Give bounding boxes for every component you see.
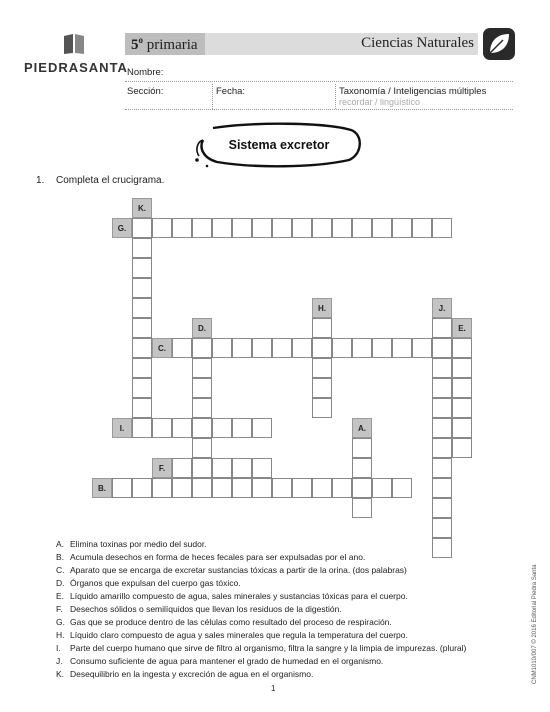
clue-text: Acumula desechos en forma de heces fecales para ser expulsadas por el ano. [70, 552, 366, 562]
clue-key: K. [56, 669, 65, 679]
crossword-cell[interactable] [132, 418, 152, 438]
crossword-cell[interactable] [292, 338, 312, 358]
subject-title: Ciencias Naturales [361, 35, 474, 51]
crossword-cell[interactable] [352, 438, 372, 458]
crossword-cell[interactable] [212, 418, 232, 438]
clue-text: Desequilibrio en la ingesta y excreción de agua en el organismo. [70, 669, 314, 679]
crossword-cell[interactable] [312, 218, 332, 238]
crossword-cell[interactable] [172, 478, 192, 498]
crossword-cell[interactable] [352, 338, 372, 358]
crossword-cell[interactable] [432, 538, 452, 558]
crossword-cell[interactable] [172, 418, 192, 438]
clue-key: F. [56, 604, 63, 614]
clue-label-a: A. [352, 418, 372, 438]
book-logo-icon [62, 33, 86, 55]
clue-item [56, 617, 392, 627]
crossword-cell[interactable] [372, 338, 392, 358]
crossword-cell[interactable] [392, 218, 412, 238]
clue-label-b: B. [92, 478, 112, 498]
crossword-cell[interactable] [332, 218, 352, 238]
clue-label-e: E. [452, 318, 472, 338]
crossword-cell[interactable] [192, 358, 212, 378]
crossword-cell[interactable] [192, 478, 212, 498]
crossword-cell[interactable] [292, 218, 312, 238]
crossword-cell[interactable] [432, 478, 452, 498]
question-text: Completa el crucigrama. [56, 175, 165, 186]
crossword-cell[interactable] [132, 278, 152, 298]
clue-text: Líquido claro compuesto de agua y sales minerales que regula la temperatura del cuerpo. [70, 630, 408, 640]
crossword-cell[interactable] [452, 418, 472, 438]
clue-text: Gas que se produce dentro de las células como resultado del proceso de respiración. [70, 617, 392, 627]
clue-key: J. [56, 656, 63, 666]
crossword-cell[interactable] [452, 338, 472, 358]
clue-label-j: J. [432, 298, 452, 318]
crossword-cell[interactable] [172, 338, 192, 358]
crossword-cell[interactable] [132, 478, 152, 498]
crossword-cell[interactable] [192, 338, 212, 358]
crossword-cell[interactable] [132, 378, 152, 398]
crossword-cell[interactable] [372, 478, 392, 498]
grade-label: 5$^o$ primaria [131, 35, 198, 53]
crossword-cell[interactable] [212, 478, 232, 498]
clue-key: E. [56, 591, 65, 601]
clue-text: Elimina toxinas por medio del sudor. [70, 539, 207, 549]
crossword-cell[interactable] [132, 338, 152, 358]
crossword-cell[interactable] [132, 358, 152, 378]
clue-label-i: I. [112, 418, 132, 438]
clue-item [56, 565, 407, 575]
clue-item [56, 604, 342, 614]
clue-key: B. [56, 552, 65, 562]
clue-key: I. [56, 643, 61, 653]
topic-label: Taxonomía / Inteligencias múltiples [339, 86, 487, 97]
clue-item [56, 630, 408, 640]
crossword-cell[interactable] [392, 478, 412, 498]
crossword-cell[interactable] [432, 418, 452, 438]
crossword-cell[interactable] [292, 478, 312, 498]
crossword-cell[interactable] [432, 438, 452, 458]
crossword-cell[interactable] [312, 478, 332, 498]
crossword-cell[interactable] [192, 458, 212, 478]
clue-label-c: C. [152, 338, 172, 358]
crossword-cell[interactable] [132, 258, 152, 278]
crossword-cell[interactable] [192, 398, 212, 418]
crossword-cell[interactable] [132, 238, 152, 258]
crossword-cell[interactable] [232, 218, 252, 238]
crossword-cell[interactable] [352, 458, 372, 478]
clue-text: Desechos sólidos o semilíquidos que llevan los residuos de la digestión. [70, 604, 342, 614]
crossword-cell[interactable] [452, 438, 472, 458]
clue-item [56, 539, 207, 549]
clue-item [56, 669, 313, 679]
crossword-cell[interactable] [132, 318, 152, 338]
topic-sub-label: recordar / lingüístico [339, 97, 421, 107]
crossword-cell[interactable] [132, 218, 152, 238]
crossword-cell[interactable] [412, 218, 432, 238]
crossword-cell[interactable] [112, 478, 132, 498]
clue-text: Consumo suficiente de agua para mantener el grado de humedad en el organismo. [70, 656, 384, 666]
clue-item [56, 643, 466, 653]
crossword-cell[interactable] [392, 338, 412, 358]
clue-label-h: H. [312, 298, 332, 318]
publisher-code: CNM1010/007 © 2016 Editorial Piedra Santa [532, 564, 538, 684]
divider [212, 84, 214, 109]
crossword-cell[interactable] [212, 458, 232, 478]
page-number: 1 [271, 684, 276, 693]
crossword-cell[interactable] [412, 338, 432, 358]
crossword-cell[interactable] [152, 418, 172, 438]
crossword-cell[interactable] [352, 498, 372, 518]
crossword-cell[interactable] [152, 218, 172, 238]
section-line [125, 109, 513, 110]
crossword-cell[interactable] [192, 378, 212, 398]
crossword-cell[interactable] [312, 338, 332, 358]
clue-text: Aparato que se encarga de excretar sustancias tóxicas a partir de la orina. (dos palabras) [70, 565, 407, 575]
clue-key: A. [56, 539, 65, 549]
crossword-cell[interactable] [312, 358, 332, 378]
name-line[interactable] [125, 81, 513, 82]
clue-text: Parte del cuerpo humano que sirve de filtro al organismo, filtra la sangre y la limpia de impurezas. (plural) [70, 643, 467, 653]
crossword-cell[interactable] [252, 418, 272, 438]
clue-item [56, 578, 241, 588]
crossword-cell[interactable] [272, 218, 292, 238]
crossword-cell[interactable] [252, 218, 272, 238]
crossword-cell[interactable] [252, 458, 272, 478]
crossword-cell[interactable] [132, 298, 152, 318]
crossword-cell[interactable] [192, 438, 212, 458]
crossword-cell[interactable] [272, 338, 292, 358]
crossword-cell[interactable] [432, 218, 452, 238]
crossword-cell[interactable] [232, 338, 252, 358]
crossword-cell[interactable] [172, 458, 192, 478]
crossword-cell[interactable] [272, 478, 292, 498]
crossword-cell[interactable] [452, 398, 472, 418]
clue-label-g: G. [112, 218, 132, 238]
crossword-cell[interactable] [212, 218, 232, 238]
crossword-cell[interactable] [452, 378, 472, 398]
crossword-cell[interactable] [432, 318, 452, 338]
clue-key: D. [56, 578, 65, 588]
crossword-cell[interactable] [252, 338, 272, 358]
crossword-cell[interactable] [152, 478, 172, 498]
crossword-cell[interactable] [192, 218, 212, 238]
crossword-cell[interactable] [432, 458, 452, 478]
crossword-cell[interactable] [232, 418, 252, 438]
question-number: 1. [36, 175, 45, 186]
leaf-icon [483, 28, 515, 60]
crossword-cell[interactable] [332, 338, 352, 358]
clue-label-k: K. [132, 198, 152, 218]
clue-label-f: F. [152, 458, 172, 478]
crossword-cell[interactable] [232, 458, 252, 478]
crossword-cell[interactable] [432, 358, 452, 378]
crossword-cell[interactable] [432, 398, 452, 418]
crossword-cell[interactable] [452, 358, 472, 378]
crossword-cell[interactable] [212, 338, 232, 358]
clue-text: Órganos que expulsan del cuerpo gas tóxico. [70, 578, 241, 588]
crossword-cell[interactable] [372, 218, 392, 238]
crossword-cell[interactable] [432, 518, 452, 538]
crossword-cell[interactable] [172, 218, 192, 238]
crossword-cell[interactable] [432, 338, 452, 358]
crossword-cell[interactable] [312, 398, 332, 418]
crossword-cell[interactable] [232, 478, 252, 498]
crossword-cell[interactable] [352, 218, 372, 238]
clue-item [56, 591, 408, 601]
clue-key: H. [56, 630, 65, 640]
crossword-cell[interactable] [332, 478, 352, 498]
crossword-cell[interactable] [252, 478, 272, 498]
clue-item [56, 552, 365, 562]
crossword-cell[interactable] [312, 318, 332, 338]
name-label: Nombre: [127, 67, 164, 78]
brand-logo-text: PIEDRASANTA [24, 60, 128, 75]
clue-key: G. [56, 617, 65, 627]
clue-text: Líquido amarillo compuesto de agua, sales minerales y sustancias tóxicas para el cuerpo. [70, 591, 408, 601]
crossword-cell[interactable] [432, 498, 452, 518]
crossword-cell[interactable] [432, 378, 452, 398]
crossword-cell[interactable] [192, 418, 212, 438]
clue-item [56, 656, 383, 666]
date-label: Fecha: [216, 86, 246, 97]
crossword-cell[interactable] [132, 398, 152, 418]
divider [335, 84, 337, 109]
clue-label-d: D. [192, 318, 212, 338]
clue-key: C. [56, 565, 65, 575]
crossword-cell[interactable] [352, 478, 372, 498]
crossword-cell[interactable] [312, 378, 332, 398]
page-title: Sistema excretor [228, 138, 330, 152]
section-label: Sección: [127, 86, 164, 97]
